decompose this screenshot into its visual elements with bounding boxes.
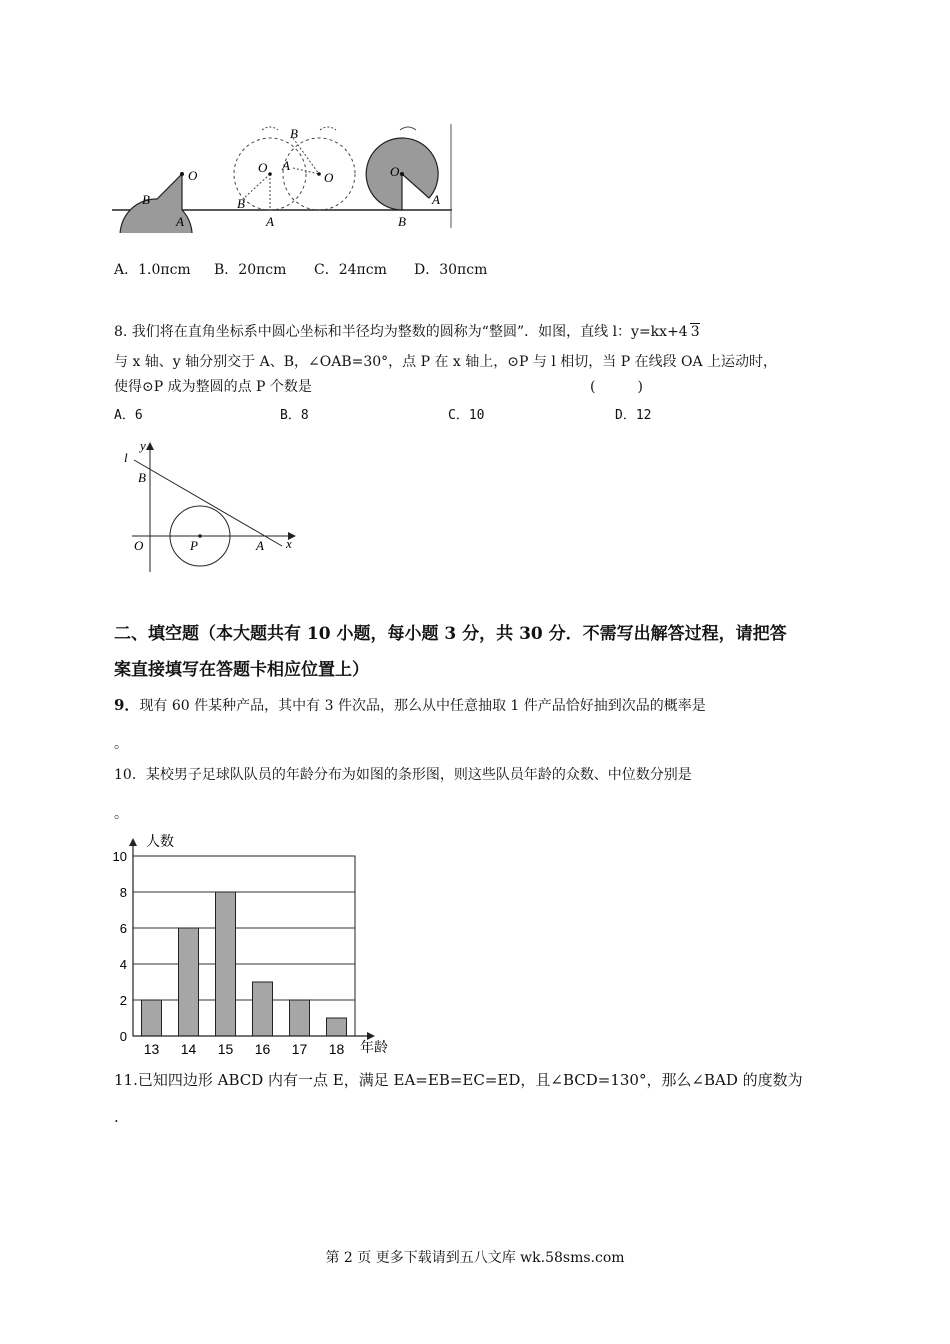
chart-xlabel: 年龄 <box>360 1039 388 1055</box>
q8-line1 <box>114 322 700 342</box>
q7-mid-label-o-left: O <box>258 160 268 175</box>
section2-heading-line1: 二、填空题（本大题共有 10 小题，每小题 3 分，共 30 分．不需写出解答过程，请把答 <box>114 624 787 644</box>
q8-label-o: O <box>134 538 144 553</box>
chart-xtick-label: 15 <box>217 1041 234 1057</box>
q8-line2: 与 x 轴、y 轴分别交于 A、B，∠OAB=30°，点 P 在 x 轴上，⊙P 与 l 相切，当 P 在线段 OA 上运动时， <box>114 354 778 370</box>
q7-left-label-o: O <box>188 168 198 183</box>
q7-mid-label-o-right: O <box>324 170 334 185</box>
q11-end: . <box>114 1108 119 1126</box>
page-footer: 第 2 页 更多下载请到五八文库 wk.58sms.com <box>325 1250 625 1266</box>
chart-xtick-label: 16 <box>254 1041 271 1057</box>
q9-text <box>114 695 706 716</box>
chart-xtick-label: 18 <box>328 1041 345 1057</box>
q8-option-b: B．8 <box>280 408 309 423</box>
q7-figure <box>110 118 460 233</box>
chart-bar <box>253 982 273 1036</box>
q8-label-l: l <box>124 450 128 465</box>
q8-label-y: y <box>140 438 146 453</box>
q7-right-label-a: A <box>432 192 440 207</box>
q7-option-b: B．20πcm <box>214 262 287 278</box>
chart-bar <box>327 1018 347 1036</box>
q8-line3: 使得⊙P 成为整圆的点 P 个数是 <box>114 379 312 395</box>
q7-mid-label-b-bottom: B <box>237 196 245 211</box>
q8-label-p: P <box>190 538 198 553</box>
chart-xtick-label: 17 <box>291 1041 308 1057</box>
q8-option-d: D．12 <box>615 408 652 423</box>
chart-ylabel: 人数 <box>146 833 174 849</box>
chart-ytick-label: 6 <box>119 921 127 936</box>
chart-frame <box>133 856 355 1036</box>
chart-ytick-label: 4 <box>119 957 127 972</box>
q8-figure <box>118 438 308 578</box>
q8-option-a: A．6 <box>114 408 143 423</box>
q7-mid-label-a: A <box>282 158 290 173</box>
q11-text: 11.已知四边形 ABCD 内有一点 E，满足 EA=EB=EC=ED，且∠BCD=130°，那么∠BAD 的度数为 <box>114 1071 803 1089</box>
q10-text: 10．某校男子足球队队员的年龄分布为如图的条形图，则这些队员年龄的众数、中位数分别是 <box>114 767 692 783</box>
chart-bar <box>216 892 236 1036</box>
q8-answer-paren: ( ) <box>590 379 643 395</box>
q7-mid-label-b-top: B <box>290 126 298 141</box>
chart-bar <box>142 1000 162 1036</box>
q7-right-label-o: O <box>390 164 400 179</box>
q7-mid-label-a-bottom: A <box>266 214 274 229</box>
chart-ytick-label: 0 <box>119 1029 127 1044</box>
q7-option-d: D．30πcm <box>414 262 488 278</box>
q10-end: 。 <box>114 806 128 822</box>
q9-end: 。 <box>114 736 128 752</box>
chart-ytick-label: 2 <box>119 993 127 1008</box>
section2-heading-line2: 案直接填写在答题卡相应位置上） <box>114 660 369 680</box>
q7-left-label-b: B <box>142 192 150 207</box>
chart-ytick-label: 8 <box>119 885 127 900</box>
q9-body: 现有 60 件某种产品，其中有 3 件次品，那么从中任意抽取 1 件产品恰好抽到次品的概率是 <box>139 698 706 714</box>
chart-bar <box>290 1000 310 1036</box>
q9-number: 9． <box>114 696 140 714</box>
q8-label-a: A <box>256 538 264 553</box>
chart-ytick-label: 10 <box>112 849 127 864</box>
q8-label-x: x <box>286 536 292 551</box>
q7-option-c: C．24πcm <box>314 262 387 278</box>
q8-label-b: B <box>138 470 146 485</box>
chart-xtick-label: 14 <box>180 1041 197 1057</box>
chart-xtick-label: 13 <box>143 1041 160 1057</box>
q8-line1-text: 8. 我们将在直角坐标系中圆心坐标和半径均为整数的圆称为“整圆”．如图，直线 l：y=kx+4 <box>114 324 688 340</box>
q8-option-c: C．10 <box>448 408 485 423</box>
chart-y-axis-arrow <box>129 838 137 846</box>
q7-right-label-b: B <box>398 214 406 229</box>
q7-option-a: A．1.0πcm <box>114 262 191 278</box>
q7-left-label-a: A <box>176 214 184 229</box>
q8-sqrt: 3 <box>690 324 700 340</box>
age-bar-chart <box>108 830 408 1060</box>
chart-bar <box>179 928 199 1036</box>
